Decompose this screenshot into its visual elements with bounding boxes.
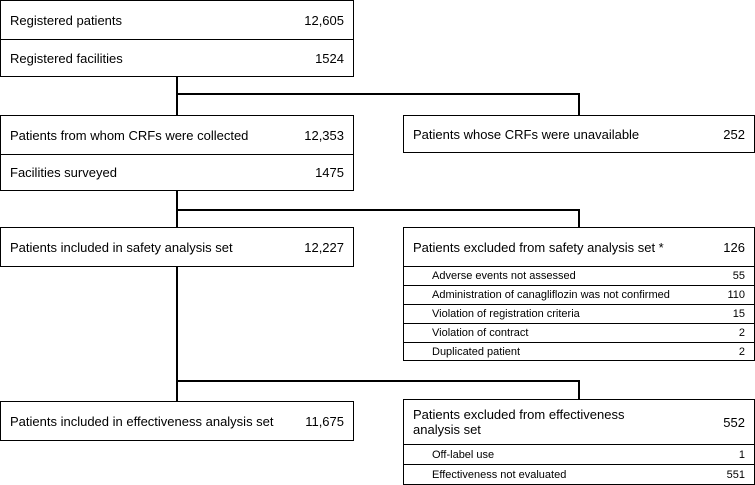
connector-safety-branch — [176, 380, 580, 382]
connector-registered-branch — [176, 93, 580, 95]
safety-reason-value: 2 — [738, 327, 745, 339]
effectiveness-excluded-box — [403, 399, 755, 485]
effectiveness-reason-label: Off-label use — [432, 448, 495, 461]
safety-reason-value: 55 — [732, 270, 745, 282]
safety-reason-label: Violation of registration criteria — [432, 308, 580, 320]
list-item — [404, 305, 754, 323]
collected-box — [0, 115, 354, 191]
collected-patients-label: Patients from whom CRFs were collected — [10, 127, 249, 143]
unavailable-label: Patients whose CRFs were unavailable — [413, 126, 640, 142]
list-item — [404, 286, 754, 304]
registered-facilities-value: 1524 — [315, 50, 344, 66]
connector-safety-down — [176, 266, 178, 414]
safety-included-box — [0, 227, 354, 267]
unavailable-box — [403, 115, 755, 153]
effectiveness-excluded-label: Patients excluded from effectiveness analysis set — [413, 407, 625, 437]
unavailable-value: 252 — [723, 126, 745, 142]
facilities-surveyed-value: 1475 — [315, 165, 344, 180]
connector-unavailable-down — [578, 93, 580, 116]
effectiveness-reason-value: 551 — [726, 468, 745, 481]
effectiveness-excluded-value: 552 — [723, 414, 745, 430]
collected-patients-value: 12,353 — [304, 127, 344, 143]
safety-included-value: 12,227 — [304, 239, 344, 255]
connector-effectiveness-excluded-down — [578, 380, 580, 400]
safety-reason-label: Duplicated patient — [432, 346, 521, 358]
effectiveness-included-value: 11,675 — [305, 413, 344, 429]
safety-reason-label: Adverse events not assessed — [432, 270, 576, 282]
safety-reason-value: 2 — [738, 346, 745, 358]
safety-included-label: Patients included in safety analysis set — [10, 239, 233, 255]
connector-safety-excluded-down — [578, 209, 580, 228]
registered-box — [0, 0, 354, 77]
connector-collected-branch — [176, 209, 580, 211]
safety-reason-label: Violation of contract — [432, 327, 529, 339]
facilities-surveyed-label: Facilities surveyed — [10, 165, 117, 180]
safety-reason-value: 110 — [727, 289, 745, 301]
list-item — [404, 465, 754, 484]
list-item — [404, 343, 754, 361]
effectiveness-included-label: Patients included in effectiveness analysis set — [10, 413, 274, 429]
registered-patients-label: Registered patients — [10, 12, 123, 28]
safety-excluded-label: Patients excluded from safety analysis set * — [413, 239, 664, 255]
safety-excluded-box — [403, 227, 755, 361]
safety-reason-label: Administration of canagliflozin was not confirmed — [432, 289, 670, 301]
effectiveness-reason-label: Effectiveness not evaluated — [432, 468, 567, 481]
effectiveness-included-box — [0, 401, 354, 441]
connector-registered-down — [176, 76, 178, 116]
list-item — [404, 324, 754, 342]
list-item — [404, 445, 754, 464]
registered-patients-value: 12,605 — [304, 12, 344, 28]
effectiveness-reason-value: 1 — [738, 448, 745, 461]
registered-facilities-label: Registered facilities — [10, 50, 123, 66]
safety-excluded-value: 126 — [723, 239, 745, 255]
list-item — [404, 267, 754, 285]
safety-reason-value: 15 — [732, 308, 745, 320]
